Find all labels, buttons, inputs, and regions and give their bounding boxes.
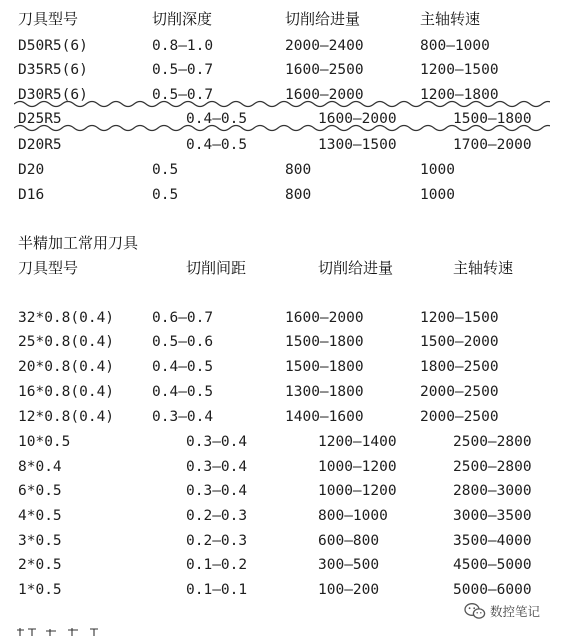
table2-cell: 2*0.5 <box>18 557 62 573</box>
table1-header-depth: 切削深度 <box>152 10 213 28</box>
table2-cell: 0.5—0.6 <box>152 334 214 350</box>
table2-cell: 2000—2500 <box>420 384 499 400</box>
table1-cell: 1600—2500 <box>285 62 364 78</box>
table2-cell: 10*0.5 <box>18 434 71 450</box>
table2-cell: 0.1—0.2 <box>186 557 248 573</box>
table2-cell: 600—800 <box>318 533 380 549</box>
cutoff-glyphs <box>16 627 136 636</box>
wavy-divider-bottom <box>14 123 550 133</box>
table2-cell: 1300—1800 <box>285 384 364 400</box>
table1-cell: 0.8—1.0 <box>152 38 214 54</box>
wechat-icon <box>464 602 486 620</box>
table1-cell: 800—1000 <box>420 38 490 54</box>
table1-cell: D16 <box>18 187 45 203</box>
table2-header-spacing: 切削间距 <box>186 259 247 277</box>
table1-cell: 2000—2400 <box>285 38 364 54</box>
table1-cell: 1000 <box>420 187 455 203</box>
table2-cell: 3*0.5 <box>18 533 62 549</box>
section2-title: 半精加工常用刀具 <box>18 234 139 252</box>
watermark <box>464 602 540 620</box>
table2-cell: 1500—1800 <box>285 359 364 375</box>
cutoff-text-fragment <box>16 624 136 640</box>
table2-cell: 25*0.8(0.4) <box>18 334 115 350</box>
table1-cell: D35R5(6) <box>18 62 88 78</box>
table2-cell: 3500—4000 <box>453 533 532 549</box>
table2-cell: 1*0.5 <box>18 582 62 598</box>
table1-cell: 1500—1800 <box>453 111 532 127</box>
table2-cell: 0.2—0.3 <box>186 533 248 549</box>
table2-cell: 16*0.8(0.4) <box>18 384 115 400</box>
table2-header-model: 刀具型号 <box>18 259 79 277</box>
table1-cell: 0.5—0.7 <box>152 62 214 78</box>
table1-cell: 0.4—0.5 <box>186 137 248 153</box>
table2-cell: 100—200 <box>318 582 380 598</box>
table1-cell: 1600—2000 <box>318 111 397 127</box>
table2-cell: 12*0.8(0.4) <box>18 409 115 425</box>
table2-header-feed: 切削给进量 <box>318 259 394 277</box>
table2-cell: 0.6—0.7 <box>152 310 214 326</box>
table2-cell: 32*0.8(0.4) <box>18 310 115 326</box>
table2-cell: 3000—3500 <box>453 508 532 524</box>
table1-cell: 1300—1500 <box>318 137 397 153</box>
table2-cell: 2800—3000 <box>453 483 532 499</box>
table1-cell: 800 <box>285 162 312 178</box>
table2-cell: 0.1—0.1 <box>186 582 248 598</box>
table1-cell: D20R5 <box>18 137 62 153</box>
table1-cell: 1200—1500 <box>420 62 499 78</box>
table2-cell: 0.4—0.5 <box>152 384 214 400</box>
table2-cell: 800—1000 <box>318 508 388 524</box>
table2-cell: 2000—2500 <box>420 409 499 425</box>
table2-cell: 0.3—0.4 <box>186 434 248 450</box>
table1-cell: 0.5—0.7 <box>152 87 214 103</box>
table2-header-speed: 主轴转速 <box>453 259 514 277</box>
table1-header-model: 刀具型号 <box>18 10 79 28</box>
table1-cell: 0.5 <box>152 162 179 178</box>
table2-cell: 8*0.4 <box>18 459 62 475</box>
table2-cell: 0.3—0.4 <box>186 483 248 499</box>
table1-cell: 1200—1800 <box>420 87 499 103</box>
table1-cell: D25R5 <box>18 111 62 127</box>
wavy-divider-top <box>14 99 550 109</box>
table2-cell: 0.3—0.4 <box>186 459 248 475</box>
table2-cell: 4*0.5 <box>18 508 62 524</box>
table2-cell: 1400—1600 <box>285 409 364 425</box>
table2-cell: 4500—5000 <box>453 557 532 573</box>
table2-cell: 0.4—0.5 <box>152 359 214 375</box>
table1-cell: 0.5 <box>152 187 179 203</box>
table2-cell: 0.2—0.3 <box>186 508 248 524</box>
table1-cell: 1600—2000 <box>285 87 364 103</box>
table1-header-feed: 切削给进量 <box>285 10 361 28</box>
table2-cell: 1000—1200 <box>318 459 397 475</box>
table2-cell: 6*0.5 <box>18 483 62 499</box>
table2-cell: 1200—1500 <box>420 310 499 326</box>
table2-cell: 1200—1400 <box>318 434 397 450</box>
table2-cell: 300—500 <box>318 557 380 573</box>
table2-cell: 1600—2000 <box>285 310 364 326</box>
table1-cell: 1000 <box>420 162 455 178</box>
table1-cell: 1700—2000 <box>453 137 532 153</box>
table2-cell: 1500—2000 <box>420 334 499 350</box>
table1-cell: D30R5(6) <box>18 87 88 103</box>
table1-header-speed: 主轴转速 <box>420 10 481 28</box>
table2-cell: 1800—2500 <box>420 359 499 375</box>
table2-cell: 1000—1200 <box>318 483 397 499</box>
table1-cell: 0.4—0.5 <box>186 111 248 127</box>
watermark-text: 数控笔记 <box>490 604 541 619</box>
table1-cell: 800 <box>285 187 312 203</box>
table2-cell: 0.3—0.4 <box>152 409 214 425</box>
table2-cell: 5000—6000 <box>453 582 532 598</box>
table1-cell: D20 <box>18 162 45 178</box>
table2-cell: 1500—1800 <box>285 334 364 350</box>
table2-cell: 2500—2800 <box>453 459 532 475</box>
table1-cell: D50R5(6) <box>18 38 88 54</box>
table2-cell: 2500—2800 <box>453 434 532 450</box>
table2-cell: 20*0.8(0.4) <box>18 359 115 375</box>
